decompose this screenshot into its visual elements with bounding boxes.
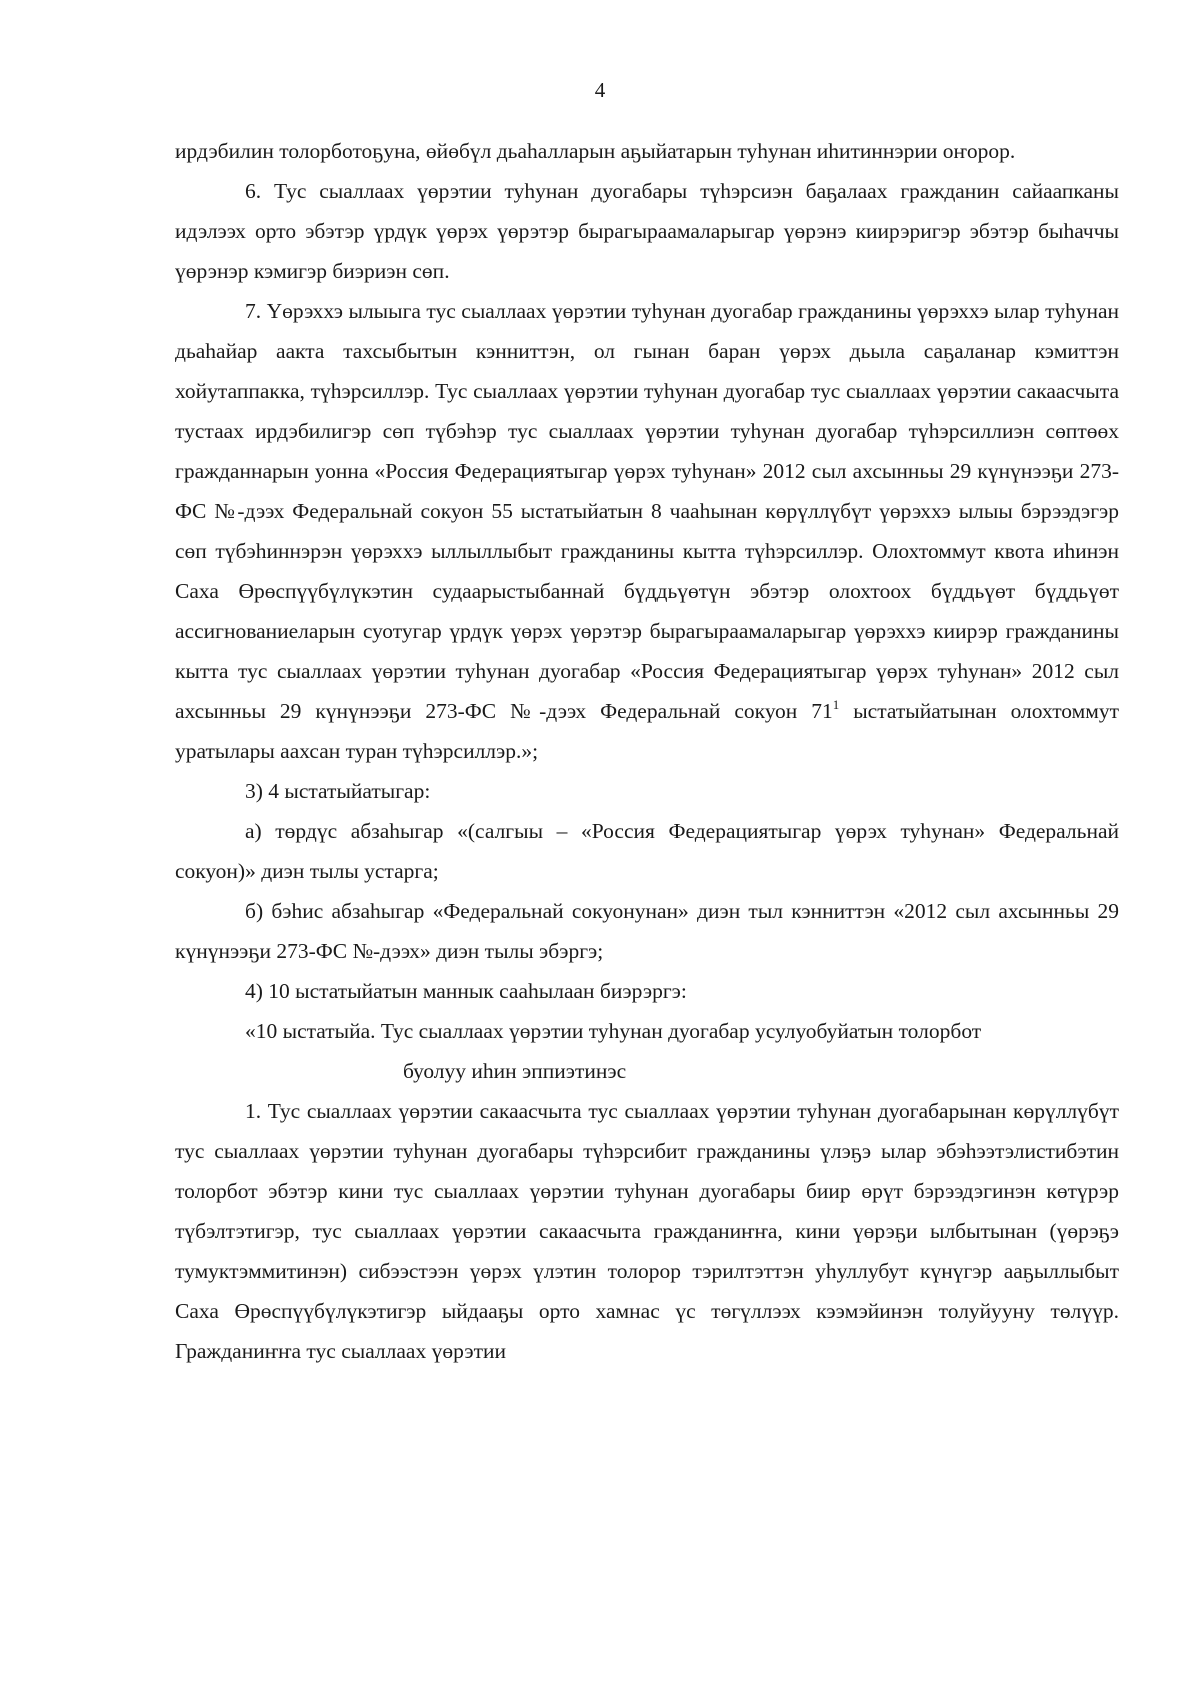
paragraph-subpoint-b: б) бэһис абзаһыгар «Федеральнай сокуонунан» диэн тыл кэнниттэн «2012 сыл ахсынньы 29 күнүнээҕи 273-ФС №-дээх» диэн тылы эбэргэ;: [175, 899, 1119, 963]
article-heading: [175, 1011, 1119, 1091]
superscript-1: 1: [832, 697, 840, 712]
page-number: 4: [594, 78, 606, 102]
document-body: [175, 131, 1119, 1371]
paragraph-subpoint-a: а) төрдүс абзаһыгар «(салгыы – «Россия Федерациятыгар үөрэх туһунан» Федеральнай сокуон)» диэн тылы устарга;: [175, 819, 1119, 883]
paragraph-point-4: 4) 10 ыстатыйатын маннык сааһылаан биэрэргэ:: [245, 979, 687, 1003]
article-heading-line-1: «10 ыстатыйа. Тус сыаллаах үөрэтии туһунан дуогабар усулуобуйатын толорбот: [245, 1019, 982, 1043]
article-heading-line-2: буолуу иһин эппиэтинэс: [403, 1059, 627, 1083]
paragraph-item-7: [175, 291, 1119, 771]
paragraph-point-3: 3) 4 ыстатыйатыгар:: [245, 779, 431, 803]
paragraph-continuation: ирдэбилин толорботоҕуна, өйөбүл дьаһалларын аҕыйатарын туһунан иһитиннэрии оҥорор.: [175, 139, 1016, 163]
paragraph-item-7-text: 7. Үөрэххэ ылыыга тус сыаллаах үөрэтии туһунан дуогабар гражданины үөрэххэ ылар туһунан дьаһайар аакта тахсыбытын кэнниттэн, ол гынан баран үөрэх дьыла саҕаланар кэмиттэн хойутаппакка, түһэрсиллэр. Тус сыаллаах үөрэтии туһунан дуогабар тус сыаллаах үөрэтии сакаасчыта тустаах ирдэбилигэр сөп түбэһэр тус сыаллаах үөрэтии туһунан дуогабар түһэрсиллиэн сөптөөх гражданнарын уонна «Россия Федерациятыгар үөрэх туһунан» 2012 сыл ахсынньы 29 күнүнээҕи 273-ФС №-дээх Федеральнай сокуон 55 ыстатыйатын 8 чааһынан көрүллүбүт үөрэххэ ылыы бэрээдэгэр сөп түбэһиннэрэн үөрэххэ ыллыллыбыт гражданины кытта түһэрсиллэр. Олохтоммут квота иһинэн Саха Өрөспүүбүлүкэтин судаарыстыбаннай бүддьүөтүн эбэтэр олохтоох бүддьүөт бүддьүөт ассигнованиеларын суотугар үрдүк үөрэх үөрэтэр бырагыраамаларыгар үөрэххэ киирэр гражданины кытта тус сыаллаах үөрэтии туһунан дуогабар «Россия Федерациятыгар үөрэх туһунан» 2012 сыл ахсынньы 29 күнүнээҕи 273-ФС №-дээх Федеральнай сокуон 71: [175, 299, 1119, 723]
paragraph-article-10-item-1: 1. Тус сыаллаах үөрэтии сакаасчыта тус сыаллаах үөрэтии туһунан дуогабарынан көрүллүбүт тус сыаллаах үөрэтии туһунан дуогабары түһэрсибит гражданины үлэҕэ ылар эбэһээтэлистибэтин толорбот эбэтэр кини тус сыаллаах үөрэтии туһунан дуогабары биир өрүт бэрээдэгинэн көтүрэр түбэлтэтигэр, тус сыаллаах үөрэтии сакаасчыта гражданиҥҥа, кини үөрэҕи ылбытынан (үөрэҕэ тумуктэммитинэн) сибээстээн үөрэх үлэтин толорор тэрилтэттэн уһуллубут күнүгэр ааҕыллыбыт Саха Өрөспүүбүлүкэтигэр ыйдааҕы орто хамнас үс төгүллээх кээмэйинэн толуйууну төлүүр. Гражданиҥҥа тус сыаллаах үөрэтии: [175, 1099, 1119, 1363]
paragraph-item-6: 6. Тус сыаллаах үөрэтии туһунан дуогабары түһэрсиэн баҕалаах гражданин сайаапканы идэлээх орто эбэтэр үрдүк үөрэх үөрэтэр бырагыраамаларыгар үөрэнэ киирэригэр эбэтэр быһаччы үөрэнэр кэмигэр биэриэн сөп.: [175, 179, 1119, 283]
paragraph-item-7-tail: ыстатыйатынан олохтоммут уратылары аахсан туран түһэрсиллэр.»;: [175, 699, 1120, 763]
